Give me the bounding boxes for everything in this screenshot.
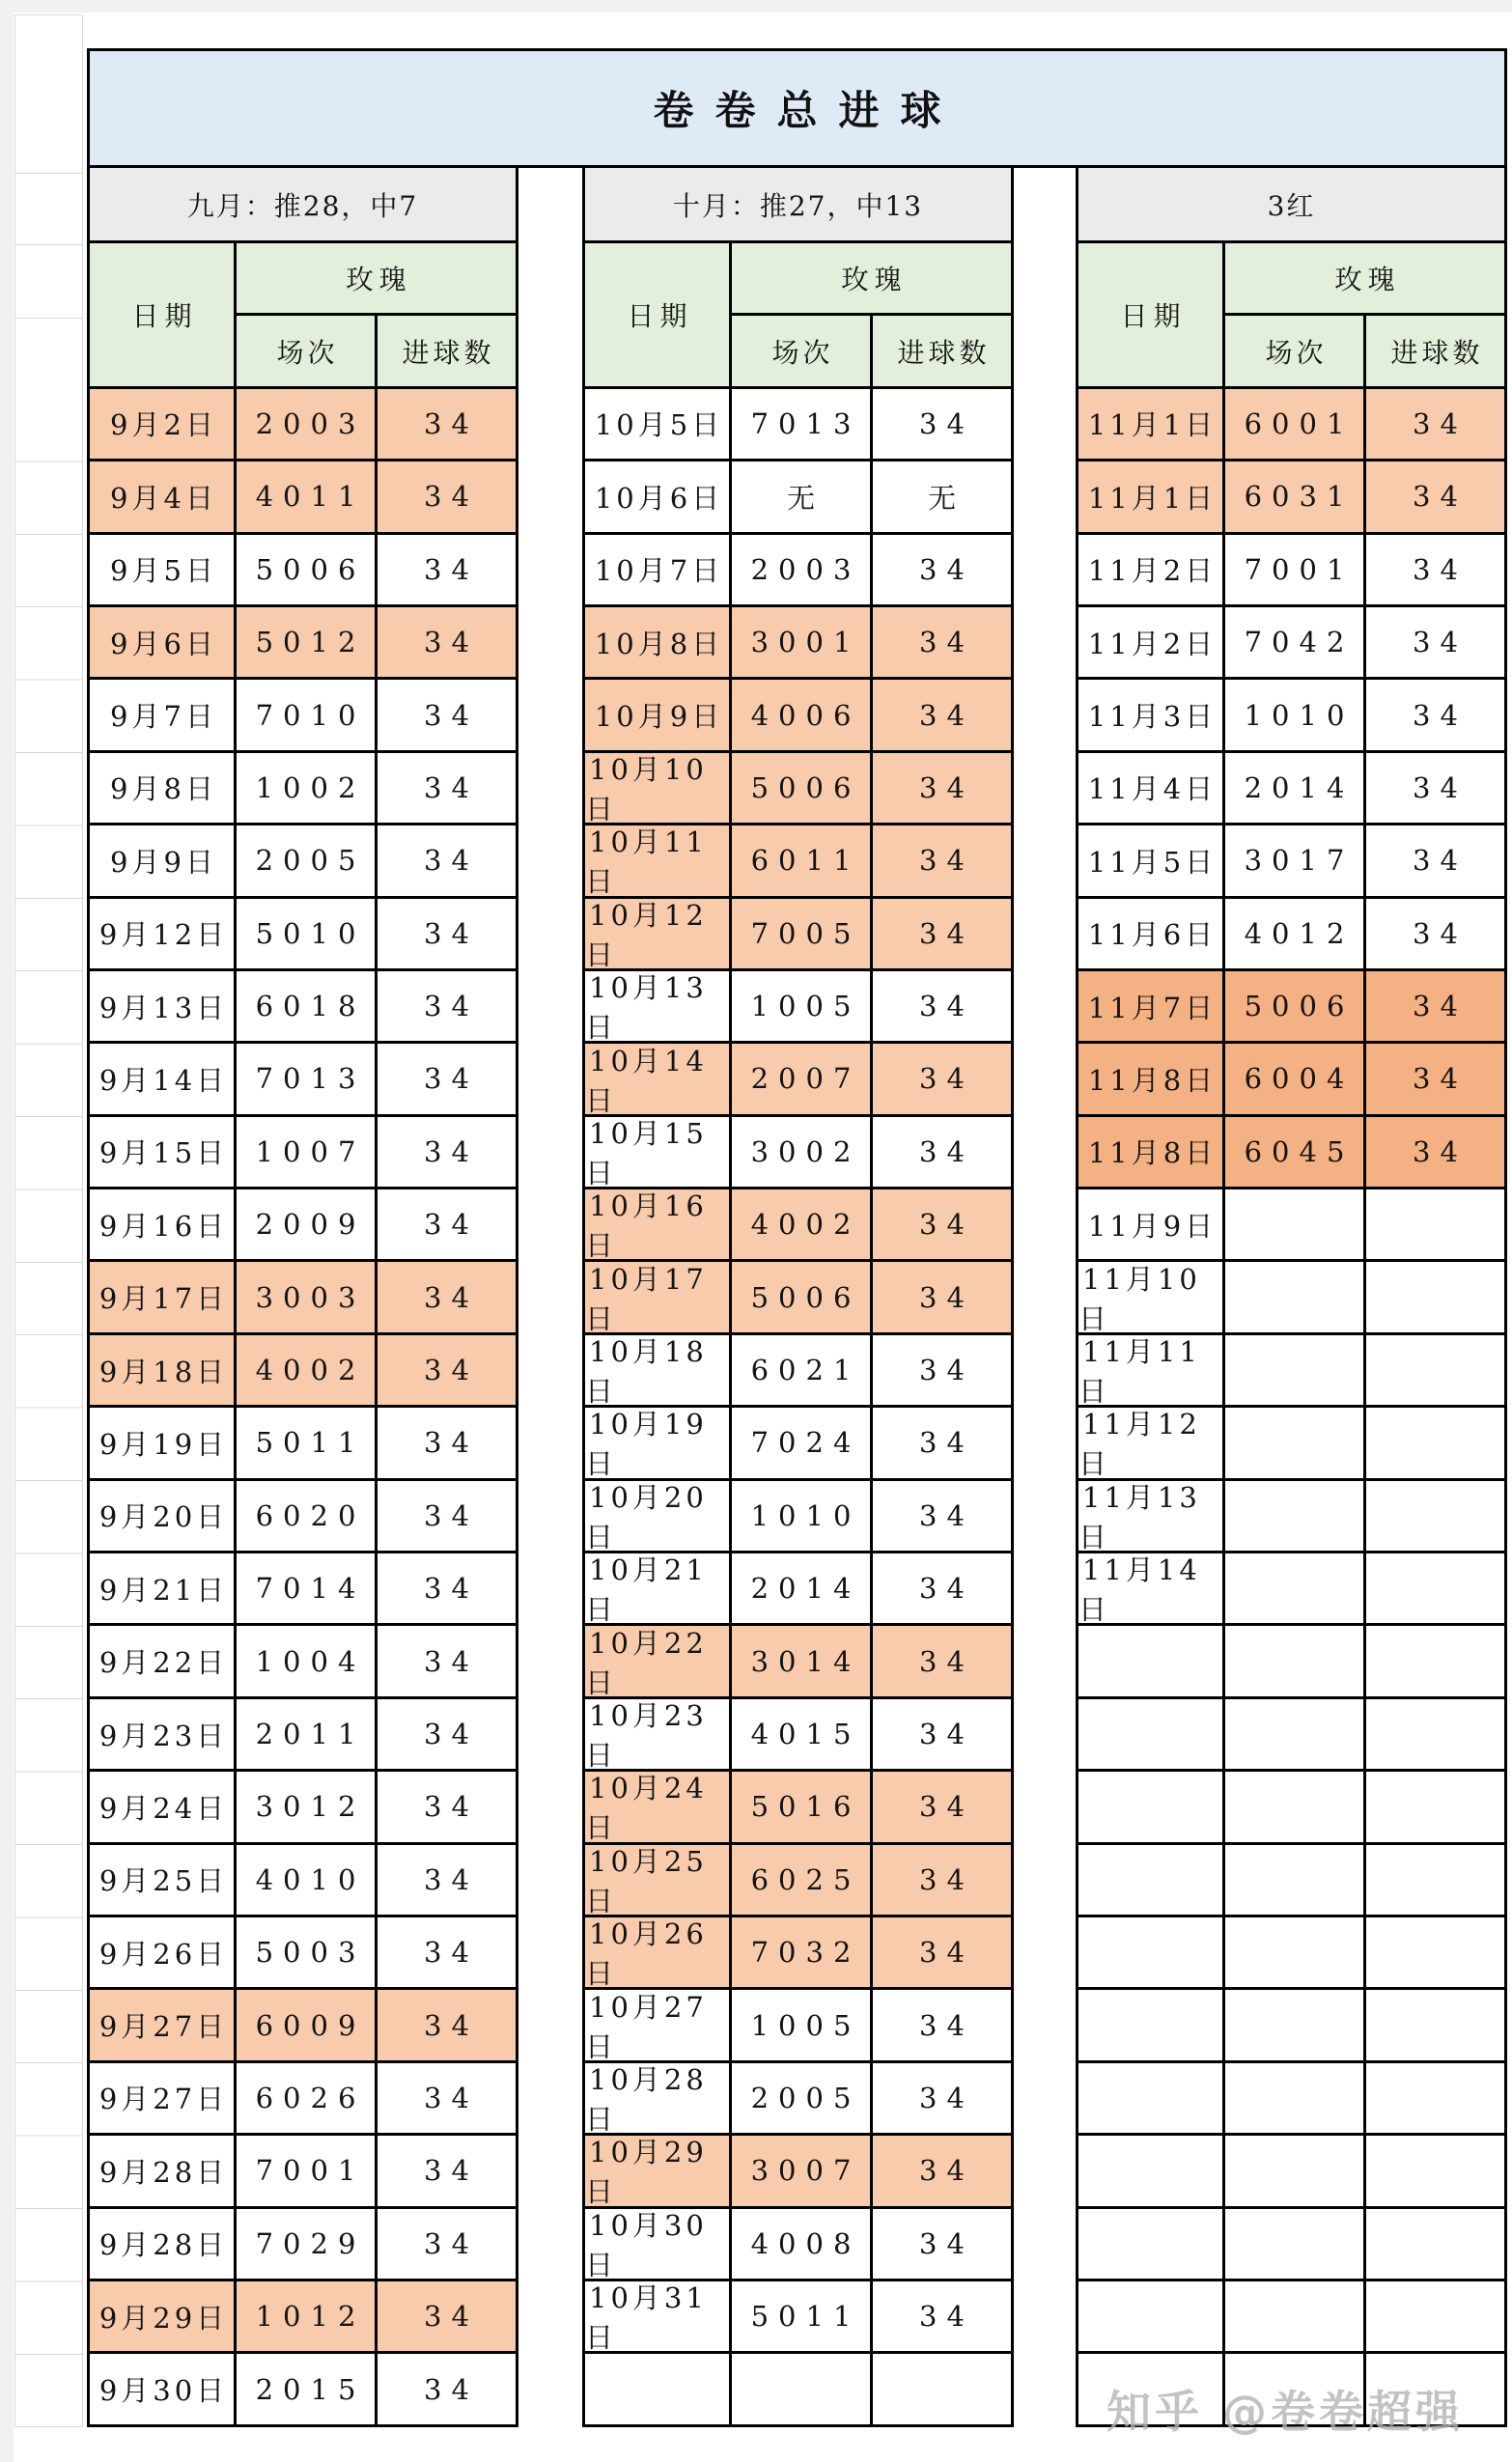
goals-cell[interactable]: 34: [378, 1262, 516, 1331]
column-header-session[interactable]: 场次: [1225, 316, 1363, 385]
session-cell[interactable]: 1012: [237, 2281, 375, 2351]
date-cell[interactable]: 11月2日: [1078, 607, 1222, 677]
session-cell[interactable]: 7005: [732, 899, 870, 968]
month-table-november: [1076, 165, 1507, 2427]
goals-cell[interactable]: 34: [378, 1044, 516, 1113]
goals-cell[interactable]: 34: [873, 1117, 1011, 1187]
goals-cell[interactable]: 34: [1366, 462, 1504, 531]
date-cell[interactable]: 11月1日: [1078, 462, 1222, 531]
session-cell[interactable]: 4002: [732, 1189, 870, 1259]
date-cell[interactable]: 10月11日: [585, 825, 729, 895]
goals-cell[interactable]: 34: [378, 1408, 516, 1477]
session-cell[interactable]: 3001: [732, 607, 870, 677]
date-cell[interactable]: 10月17日: [585, 1262, 729, 1331]
date-cell[interactable]: 9月9日: [90, 825, 234, 895]
goals-cell[interactable]: 34: [873, 1626, 1011, 1695]
date-cell[interactable]: 10月29日: [585, 2136, 729, 2205]
goals-cell[interactable]: 34: [873, 2063, 1011, 2133]
goals-cell[interactable]: [1366, 1772, 1504, 1841]
session-cell[interactable]: 2005: [732, 2063, 870, 2133]
goals-cell[interactable]: 34: [873, 1553, 1011, 1623]
session-cell[interactable]: 5012: [237, 607, 375, 677]
session-cell[interactable]: 2003: [732, 535, 870, 604]
date-cell[interactable]: 10月15日: [585, 1117, 729, 1187]
date-cell[interactable]: 11月6日: [1078, 899, 1222, 968]
session-cell[interactable]: 6031: [1225, 462, 1363, 531]
goals-cell[interactable]: 34: [378, 825, 516, 895]
goals-cell[interactable]: 34: [1366, 389, 1504, 459]
date-cell[interactable]: 9月19日: [90, 1408, 234, 1477]
date-cell[interactable]: 11月13日: [1078, 1481, 1222, 1551]
session-cell[interactable]: 5006: [732, 753, 870, 823]
goals-cell[interactable]: [1366, 1262, 1504, 1331]
goals-cell[interactable]: 34: [1366, 971, 1504, 1041]
date-cell[interactable]: 10月24日: [585, 1772, 729, 1841]
date-cell[interactable]: 10月13日: [585, 971, 729, 1041]
goals-cell[interactable]: 34: [378, 1553, 516, 1623]
goals-cell[interactable]: 34: [378, 2354, 516, 2423]
goals-cell[interactable]: 34: [873, 1189, 1011, 1259]
date-cell[interactable]: 9月27日: [90, 1990, 234, 2059]
table-title-cell[interactable]: 卷卷总进球: [87, 48, 1507, 168]
goals-cell[interactable]: 34: [873, 2281, 1011, 2351]
date-cell[interactable]: 9月15日: [90, 1117, 234, 1187]
date-cell[interactable]: 11月11日: [1078, 1335, 1222, 1405]
goals-cell[interactable]: 34: [378, 1917, 516, 1987]
date-cell[interactable]: [1078, 2281, 1222, 2351]
gridline: [15, 173, 82, 174]
goals-cell[interactable]: 34: [873, 971, 1011, 1041]
goals-cell[interactable]: 34: [873, 899, 1011, 968]
goals-cell[interactable]: 34: [378, 753, 516, 823]
goals-cell[interactable]: 34: [378, 2209, 516, 2279]
date-cell[interactable]: 10月19日: [585, 1408, 729, 1477]
date-cell[interactable]: 9月24日: [90, 1772, 234, 1841]
session-cell[interactable]: 1002: [237, 753, 375, 823]
column-header-rose[interactable]: 玫瑰: [1225, 243, 1504, 313]
goals-cell[interactable]: 34: [378, 1626, 516, 1695]
date-cell[interactable]: 9月18日: [90, 1335, 234, 1405]
session-cell[interactable]: 3014: [732, 1626, 870, 1695]
session-cell[interactable]: 7029: [237, 2209, 375, 2279]
session-cell[interactable]: 3017: [1225, 825, 1363, 895]
session-cell[interactable]: [1225, 1408, 1363, 1477]
date-cell[interactable]: 9月30日: [90, 2354, 234, 2423]
goals-cell[interactable]: 34: [873, 1772, 1011, 1841]
date-cell[interactable]: 11月7日: [1078, 971, 1222, 1041]
date-cell[interactable]: 10月30日: [585, 2209, 729, 2279]
date-cell[interactable]: 9月4日: [90, 462, 234, 531]
goals-cell[interactable]: 34: [378, 1481, 516, 1551]
sheet-column-a: [14, 14, 83, 2427]
column-header-date[interactable]: 日期: [585, 243, 729, 386]
goals-cell[interactable]: 34: [378, 2281, 516, 2351]
goals-cell[interactable]: 34: [873, 1481, 1011, 1551]
date-cell[interactable]: 10月6日: [585, 462, 729, 531]
session-cell[interactable]: [1225, 1917, 1363, 1987]
session-cell[interactable]: [1225, 1553, 1363, 1623]
month-table-october: [582, 165, 1014, 2427]
session-cell[interactable]: 6045: [1225, 1117, 1363, 1187]
date-cell[interactable]: 9月14日: [90, 1044, 234, 1113]
month-header-october[interactable]: 十月：推27，中13: [585, 168, 1011, 240]
session-cell[interactable]: 7024: [732, 1408, 870, 1477]
date-cell[interactable]: 9月28日: [90, 2209, 234, 2279]
zhihu-watermark: 知乎 @卷卷超强: [1106, 2386, 1465, 2438]
date-cell[interactable]: 11月4日: [1078, 753, 1222, 823]
date-cell[interactable]: 10月16日: [585, 1189, 729, 1259]
goals-cell[interactable]: [1366, 1553, 1504, 1623]
column-header-goals[interactable]: 进球数: [1366, 316, 1504, 385]
session-cell[interactable]: 5010: [237, 899, 375, 968]
goals-cell[interactable]: 34: [873, 1262, 1011, 1331]
session-cell[interactable]: 7042: [1225, 607, 1363, 677]
goals-cell[interactable]: 34: [378, 462, 516, 531]
date-cell[interactable]: 11月1日: [1078, 389, 1222, 459]
date-cell[interactable]: 10月25日: [585, 1845, 729, 1915]
goals-cell[interactable]: 34: [1366, 753, 1504, 823]
date-cell[interactable]: 9月26日: [90, 1917, 234, 1987]
goals-cell[interactable]: 34: [378, 607, 516, 677]
goals-cell[interactable]: [1366, 2209, 1504, 2279]
session-cell[interactable]: [1225, 1626, 1363, 1695]
date-cell[interactable]: 9月7日: [90, 680, 234, 749]
goals-cell[interactable]: [1366, 1845, 1504, 1915]
date-cell[interactable]: 10月21日: [585, 1553, 729, 1623]
date-cell[interactable]: 9月13日: [90, 971, 234, 1041]
session-cell[interactable]: 2005: [237, 825, 375, 895]
goals-cell[interactable]: 34: [1366, 1117, 1504, 1187]
goals-cell[interactable]: 34: [378, 1699, 516, 1769]
date-cell[interactable]: 9月20日: [90, 1481, 234, 1551]
session-cell[interactable]: 4011: [237, 462, 375, 531]
session-cell[interactable]: [1225, 1699, 1363, 1769]
goals-cell[interactable]: [1366, 1990, 1504, 2059]
date-cell[interactable]: 10月5日: [585, 389, 729, 459]
month-header-november[interactable]: 3红: [1078, 168, 1504, 240]
session-cell[interactable]: 4006: [732, 680, 870, 749]
session-cell[interactable]: 7032: [732, 1917, 870, 1987]
goals-cell[interactable]: [1366, 2136, 1504, 2205]
session-cell[interactable]: 7014: [237, 1553, 375, 1623]
goals-cell[interactable]: [1366, 1335, 1504, 1405]
session-cell[interactable]: [1225, 1335, 1363, 1405]
goals-cell[interactable]: 34: [873, 825, 1011, 895]
goals-cell[interactable]: [1366, 2281, 1504, 2351]
date-cell[interactable]: 11月12日: [1078, 1408, 1222, 1477]
session-cell[interactable]: 2014: [1225, 753, 1363, 823]
date-cell[interactable]: [585, 2354, 729, 2423]
goals-cell[interactable]: 34: [1366, 535, 1504, 604]
session-cell[interactable]: 6020: [237, 1481, 375, 1551]
session-cell[interactable]: 2003: [237, 389, 375, 459]
session-cell[interactable]: 6001: [1225, 389, 1363, 459]
session-cell[interactable]: 3002: [732, 1117, 870, 1187]
column-header-goals[interactable]: 进球数: [378, 316, 516, 385]
goals-cell[interactable]: [1366, 1189, 1504, 1259]
goals-cell[interactable]: 34: [873, 2136, 1011, 2205]
date-cell[interactable]: 10月10日: [585, 753, 729, 823]
column-header-session[interactable]: 场次: [732, 316, 870, 385]
session-cell[interactable]: 5006: [237, 535, 375, 604]
goals-cell[interactable]: 34: [1366, 1044, 1504, 1113]
date-cell[interactable]: 10月12日: [585, 899, 729, 968]
date-cell[interactable]: 9月21日: [90, 1553, 234, 1623]
session-cell[interactable]: 1010: [732, 1481, 870, 1551]
goals-cell[interactable]: 34: [378, 1772, 516, 1841]
session-cell[interactable]: [1225, 2063, 1363, 2133]
date-cell[interactable]: 11月9日: [1078, 1189, 1222, 1259]
session-cell[interactable]: [1225, 1772, 1363, 1841]
session-cell[interactable]: 7001: [1225, 535, 1363, 604]
goals-cell[interactable]: 34: [873, 1335, 1011, 1405]
goals-cell[interactable]: 34: [873, 1917, 1011, 1987]
goals-cell[interactable]: 34: [1366, 680, 1504, 749]
date-cell[interactable]: 11月2日: [1078, 535, 1222, 604]
goals-cell[interactable]: 34: [378, 2136, 516, 2205]
month-table-september: [87, 165, 518, 2427]
session-cell[interactable]: 无: [732, 462, 870, 531]
session-cell[interactable]: [732, 2354, 870, 2423]
session-cell[interactable]: 5016: [732, 1772, 870, 1841]
session-cell[interactable]: 1005: [732, 971, 870, 1041]
goals-cell[interactable]: 34: [873, 1699, 1011, 1769]
goals-cell[interactable]: 无: [873, 462, 1011, 531]
session-cell[interactable]: 7013: [732, 389, 870, 459]
session-cell[interactable]: 1010: [1225, 680, 1363, 749]
date-cell[interactable]: 10月22日: [585, 1626, 729, 1695]
column-header-goals[interactable]: 进球数: [873, 316, 1011, 385]
date-cell[interactable]: 11月5日: [1078, 825, 1222, 895]
goals-cell[interactable]: [1366, 1917, 1504, 1987]
date-cell[interactable]: [1078, 1990, 1222, 2059]
goals-cell[interactable]: 34: [873, 2209, 1011, 2279]
date-cell[interactable]: 9月25日: [90, 1845, 234, 1915]
goals-cell[interactable]: 34: [378, 1335, 516, 1405]
session-cell[interactable]: 6018: [237, 971, 375, 1041]
goals-cell[interactable]: 34: [378, 1189, 516, 1259]
session-cell[interactable]: 5003: [237, 1917, 375, 1987]
session-cell[interactable]: 7010: [237, 680, 375, 749]
goals-cell[interactable]: 34: [1366, 899, 1504, 968]
session-cell[interactable]: 4008: [732, 2209, 870, 2279]
date-cell[interactable]: [1078, 1699, 1222, 1769]
column-header-rose[interactable]: 玫瑰: [237, 243, 516, 313]
goals-cell[interactable]: 34: [873, 680, 1011, 749]
session-cell[interactable]: 3003: [237, 1262, 375, 1331]
session-cell[interactable]: 2009: [237, 1189, 375, 1259]
date-cell[interactable]: 10月28日: [585, 2063, 729, 2133]
goals-cell[interactable]: 34: [873, 1044, 1011, 1113]
session-cell[interactable]: 5011: [237, 1408, 375, 1477]
goals-cell[interactable]: [873, 2354, 1011, 2423]
date-cell[interactable]: 11月8日: [1078, 1117, 1222, 1187]
date-cell[interactable]: 10月26日: [585, 1917, 729, 1987]
date-cell[interactable]: 9月22日: [90, 1626, 234, 1695]
goals-cell[interactable]: 34: [378, 680, 516, 749]
goals-cell[interactable]: 34: [378, 971, 516, 1041]
session-cell[interactable]: 4002: [237, 1335, 375, 1405]
goals-cell[interactable]: 34: [378, 535, 516, 604]
session-cell[interactable]: 5006: [1225, 971, 1363, 1041]
column-header-date[interactable]: 日期: [90, 243, 234, 386]
column-header-session[interactable]: 场次: [237, 316, 375, 385]
session-cell[interactable]: 3012: [237, 1772, 375, 1841]
column-header-date[interactable]: 日期: [1078, 243, 1222, 386]
date-cell[interactable]: [1078, 2136, 1222, 2205]
date-cell[interactable]: [1078, 2063, 1222, 2133]
session-cell[interactable]: [1225, 2136, 1363, 2205]
date-cell[interactable]: 10月7日: [585, 535, 729, 604]
date-cell[interactable]: [1078, 1772, 1222, 1841]
date-cell[interactable]: 9月17日: [90, 1262, 234, 1331]
goals-cell[interactable]: 34: [378, 2063, 516, 2133]
gridline: [15, 318, 82, 319]
goals-cell[interactable]: 34: [873, 1845, 1011, 1915]
date-cell[interactable]: 11月3日: [1078, 680, 1222, 749]
session-cell[interactable]: 1007: [237, 1117, 375, 1187]
session-cell[interactable]: 1005: [732, 1990, 870, 2059]
date-cell[interactable]: 10月23日: [585, 1699, 729, 1769]
session-cell[interactable]: [1225, 1990, 1363, 2059]
goals-cell[interactable]: 34: [1366, 607, 1504, 677]
goals-cell[interactable]: 34: [378, 1117, 516, 1187]
goals-cell[interactable]: 34: [378, 1990, 516, 2059]
session-cell[interactable]: 2014: [732, 1553, 870, 1623]
session-cell[interactable]: 5011: [732, 2281, 870, 2351]
session-cell[interactable]: 2015: [237, 2354, 375, 2423]
session-cell[interactable]: 2007: [732, 1044, 870, 1113]
date-cell[interactable]: 11月8日: [1078, 1044, 1222, 1113]
page-top-margin: [0, 0, 1512, 13]
session-cell[interactable]: [1225, 2281, 1363, 2351]
session-cell[interactable]: 6004: [1225, 1044, 1363, 1113]
goals-cell[interactable]: [1366, 1481, 1504, 1551]
session-cell[interactable]: 4010: [237, 1845, 375, 1915]
session-cell[interactable]: 6026: [237, 2063, 375, 2133]
goals-cell[interactable]: [1366, 2063, 1504, 2133]
date-cell[interactable]: 9月8日: [90, 753, 234, 823]
session-cell[interactable]: 6009: [237, 1990, 375, 2059]
session-cell[interactable]: 3007: [732, 2136, 870, 2205]
date-cell[interactable]: 9月5日: [90, 535, 234, 604]
date-cell[interactable]: 11月10日: [1078, 1262, 1222, 1331]
date-cell[interactable]: 9月29日: [90, 2281, 234, 2351]
gridlines-repeating: [15, 389, 82, 2427]
goals-cell[interactable]: 34: [378, 1845, 516, 1915]
session-cell[interactable]: [1225, 1262, 1363, 1331]
session-cell[interactable]: 2011: [237, 1699, 375, 1769]
session-cell[interactable]: [1225, 1189, 1363, 1259]
session-cell[interactable]: [1225, 1845, 1363, 1915]
goals-cell[interactable]: [1366, 1699, 1504, 1769]
session-cell[interactable]: [1225, 1481, 1363, 1551]
page-left-margin: [0, 0, 14, 2462]
session-cell[interactable]: 6021: [732, 1335, 870, 1405]
date-cell[interactable]: 10月27日: [585, 1990, 729, 2059]
date-cell[interactable]: [1078, 1626, 1222, 1695]
goals-cell[interactable]: 34: [873, 607, 1011, 677]
column-header-rose[interactable]: 玫瑰: [732, 243, 1011, 313]
date-cell[interactable]: 9月27日: [90, 2063, 234, 2133]
session-cell[interactable]: 7013: [237, 1044, 375, 1113]
session-cell[interactable]: [1225, 2209, 1363, 2279]
goals-cell[interactable]: 34: [873, 535, 1011, 604]
date-cell[interactable]: [1078, 2209, 1222, 2279]
goals-cell[interactable]: 34: [873, 753, 1011, 823]
date-cell[interactable]: 9月12日: [90, 899, 234, 968]
date-cell[interactable]: 10月18日: [585, 1335, 729, 1405]
session-cell[interactable]: 7001: [237, 2136, 375, 2205]
goals-cell[interactable]: [1366, 1626, 1504, 1695]
date-cell[interactable]: 9月2日: [90, 389, 234, 459]
month-header-september[interactable]: 九月：推28，中7: [90, 168, 516, 240]
session-cell[interactable]: 4012: [1225, 899, 1363, 968]
date-cell[interactable]: [1078, 1845, 1222, 1915]
goals-cell[interactable]: 34: [378, 389, 516, 459]
goals-cell[interactable]: 34: [873, 1990, 1011, 2059]
date-cell[interactable]: 9月16日: [90, 1189, 234, 1259]
date-cell[interactable]: 10月8日: [585, 607, 729, 677]
session-cell[interactable]: 6025: [732, 1845, 870, 1915]
goals-cell[interactable]: 34: [873, 389, 1011, 459]
gridline: [15, 244, 82, 245]
date-cell[interactable]: 10月9日: [585, 680, 729, 749]
date-cell[interactable]: 9月23日: [90, 1699, 234, 1769]
date-cell[interactable]: 10月31日: [585, 2281, 729, 2351]
goals-cell[interactable]: 34: [873, 1408, 1011, 1477]
date-cell[interactable]: 9月6日: [90, 607, 234, 677]
goals-cell[interactable]: 34: [1366, 825, 1504, 895]
date-cell[interactable]: [1078, 1917, 1222, 1987]
goals-cell[interactable]: 34: [378, 899, 516, 968]
date-cell[interactable]: 10月14日: [585, 1044, 729, 1113]
date-cell[interactable]: 9月28日: [90, 2136, 234, 2205]
goals-cell[interactable]: [1366, 1408, 1504, 1477]
session-cell[interactable]: 4015: [732, 1699, 870, 1769]
date-cell[interactable]: 11月14日: [1078, 1553, 1222, 1623]
session-cell[interactable]: 1004: [237, 1626, 375, 1695]
session-cell[interactable]: 5006: [732, 1262, 870, 1331]
session-cell[interactable]: 6011: [732, 825, 870, 895]
date-cell[interactable]: 10月20日: [585, 1481, 729, 1551]
